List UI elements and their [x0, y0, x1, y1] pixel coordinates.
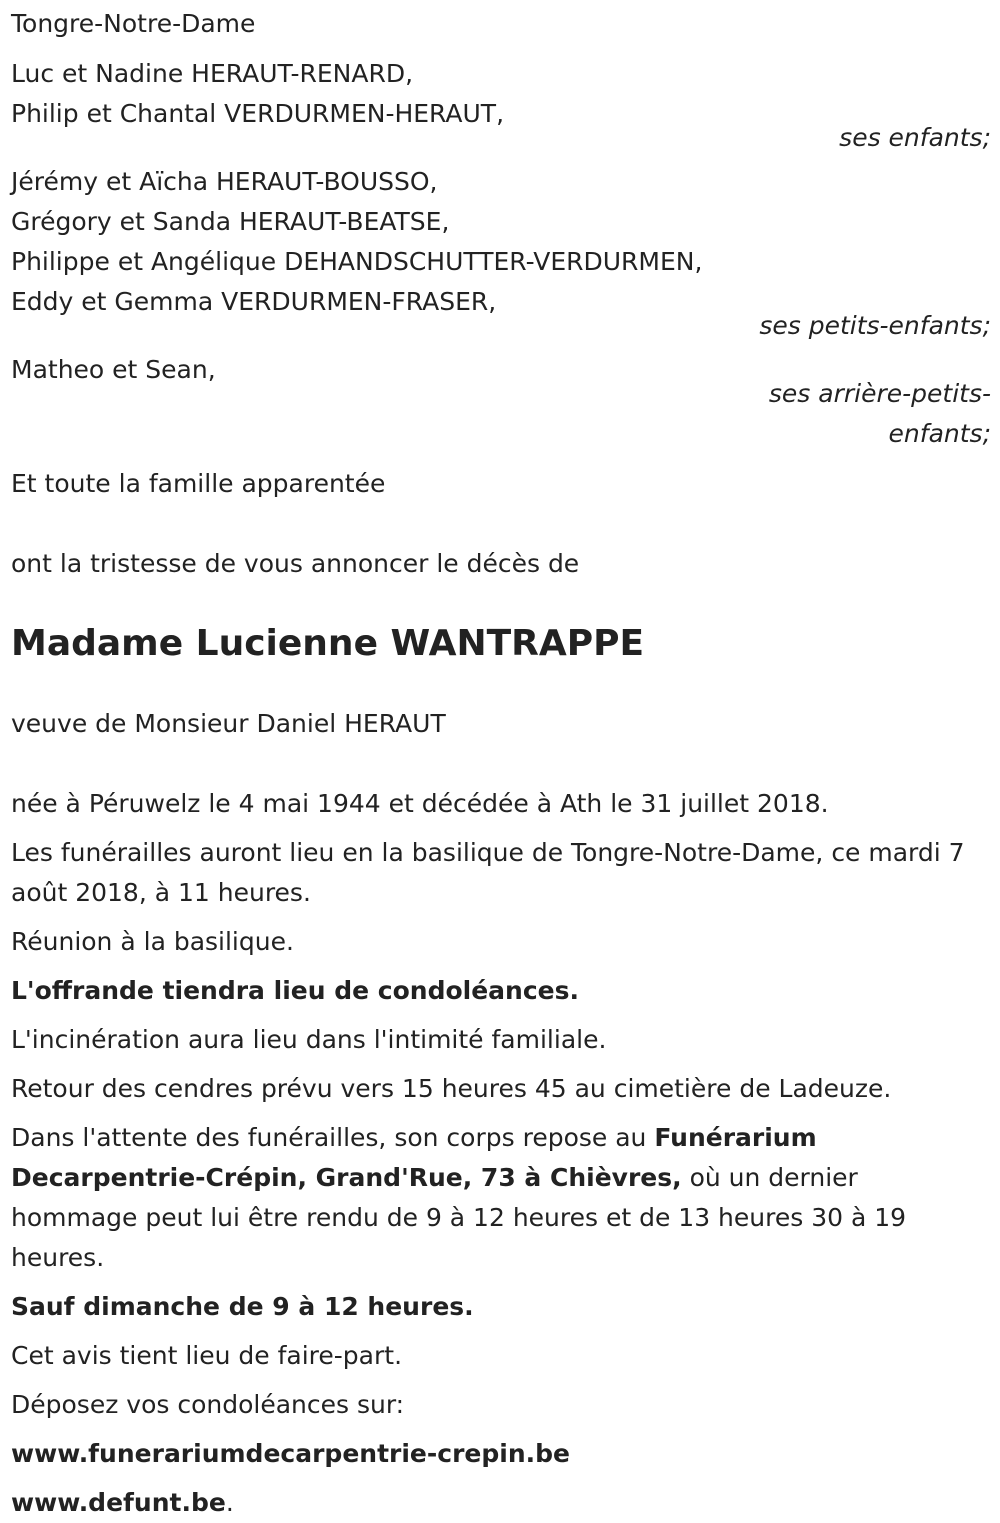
- grandchild-name: Eddy et Gemma VERDURMEN-FRASER,: [11, 287, 497, 316]
- grandchildren-role: ses petits-enfants;: [759, 311, 991, 340]
- condolences-label: Déposez vos condoléances sur:: [11, 1390, 405, 1419]
- deceased-name: Madame Lucienne WANTRAPPE: [11, 623, 645, 664]
- grandchildren-section: [11, 162, 991, 346]
- url-defunt[interactable]: www.defunt.be: [11, 1488, 226, 1517]
- great-grandchildren-role-line2: enfants;: [888, 419, 991, 448]
- rest-place: Funérarium Decarpentrie-Crépin, Grand'Rue, 73 à Chièvres,: [11, 1123, 817, 1192]
- extended-family: Et toute la famille apparentée: [11, 469, 386, 498]
- url-funerarium[interactable]: www.funerariumdecarpentrie-crepin.be: [11, 1439, 570, 1468]
- child-name: Philip et Chantal VERDURMEN-HERAUT,: [11, 99, 505, 128]
- rest-outro: où un dernier hommage peut lui être rendu de 9 à 12 heures et de 13 heures 30 à 19 heures.: [11, 1163, 907, 1272]
- announcement: ont la tristesse de vous annoncer le décès de: [11, 549, 580, 578]
- grandchild-name: Grégory et Sanda HERAUT-BEATSE,: [11, 207, 450, 236]
- children-section: [11, 54, 991, 158]
- funeral-offering: L'offrande tiendra lieu de condoléances.: [11, 976, 579, 1005]
- grandchild-name: Jérémy et Aïcha HERAUT-BOUSSO,: [11, 167, 438, 196]
- funeral-rest: [11, 1118, 991, 1278]
- widow-of: veuve de Monsieur Daniel HERAUT: [11, 709, 446, 738]
- funeral-ceremony: Les funérailles auront lieu en la basilique de Tongre-Notre-Dame, ce mardi 7 août 2018, à 11 heures.: [11, 838, 965, 907]
- url-defunt-suffix: .: [225, 1488, 234, 1517]
- funeral-notice: Cet avis tient lieu de faire-part.: [11, 1341, 403, 1370]
- great-grandchildren-role-line1: ses arrière-petits-: [768, 379, 991, 408]
- great-grandchildren-section: [11, 350, 991, 454]
- funeral-ashes: Retour des cendres prévu vers 15 heures 45 au cimetière de Ladeuze.: [11, 1074, 892, 1103]
- url-defunt-line: [11, 1483, 991, 1523]
- grandchild-name: Philippe et Angélique DEHANDSCHUTTER-VERDURMEN,: [11, 247, 703, 276]
- obituary-notice: [11, 4, 991, 1523]
- great-grandchild-name: Matheo et Sean,: [11, 355, 216, 384]
- header-place: Tongre-Notre-Dame: [11, 9, 256, 38]
- child-name: Luc et Nadine HERAUT-RENARD,: [11, 59, 414, 88]
- children-role: ses enfants;: [839, 123, 991, 152]
- funeral-sunday: Sauf dimanche de 9 à 12 heures.: [11, 1292, 474, 1321]
- funeral-meeting: Réunion à la basilique.: [11, 927, 294, 956]
- rest-intro: Dans l'attente des funérailles, son corps repose au: [11, 1123, 655, 1152]
- funeral-cremation: L'incinération aura lieu dans l'intimité familiale.: [11, 1025, 607, 1054]
- birth-death-dates: née à Péruwelz le 4 mai 1944 et décédée à Ath le 31 juillet 2018.: [11, 789, 829, 818]
